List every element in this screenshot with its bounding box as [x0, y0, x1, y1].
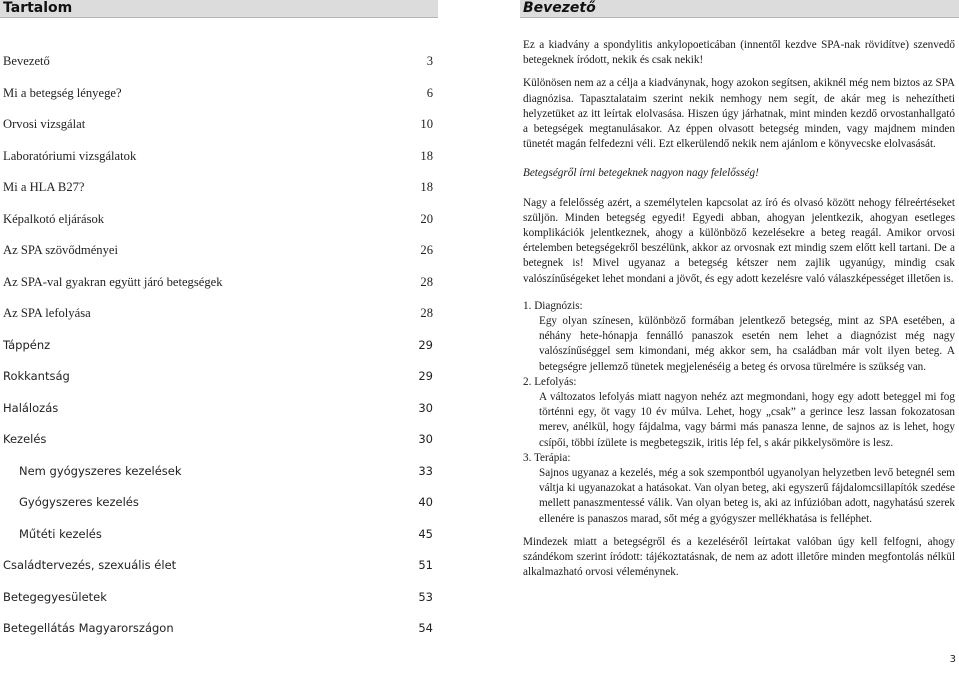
list-item — [523, 375, 955, 451]
toc-item[interactable]: Képalkotó eljárások 20 — [3, 211, 433, 226]
toc-item[interactable]: Bevezető 3 — [3, 54, 433, 68]
toc-item[interactable]: Halálozás 30 — [3, 400, 433, 415]
list-item-heading: 2. Lefolyás: — [523, 375, 577, 388]
toc-subitem[interactable]: Műtéti kezelés 45 — [19, 526, 433, 541]
toc-item[interactable]: Az SPA szövődményei 26 — [3, 243, 433, 257]
intro-body — [523, 38, 955, 589]
toc-item[interactable]: Orvosi vizsgálat 10 — [3, 117, 433, 131]
intro-page — [520, 0, 959, 673]
list-item — [523, 299, 955, 375]
toc-item[interactable]: Betegellátás Magyarországon 54 — [3, 621, 433, 635]
toc-item[interactable]: Mi a HLA B27? 18 — [3, 180, 433, 194]
toc-subitem[interactable]: Nem gyógyszeres kezelések 33 — [19, 463, 433, 478]
toc-page — [0, 0, 438, 673]
toc-item[interactable]: Az SPA-val gyakran együtt járó betegségek 28 — [3, 274, 433, 289]
intro-paragraph-4: Mindezek miatt a betegségről és a kezeléséről leírtakat valóban úgy kell felfogni, ahogy szándékom szerint íródott: tájékoztatásnak, de nem az adott illetőre minden megfontolás nélkül alkalmazható orvosi véleménynek. — [523, 535, 955, 579]
intro-emphasis: Betegségről írni betegeknek nagyon nagy felelősség! — [523, 167, 759, 180]
list-item-text: A változatos lefolyás miatt nagyon nehéz azt megmondani, hogy egy adott beteggel mi fog történni egy, öt vagy 10 év múlva. Lehet, hogy „csak” a gerince lesz lassan fokozatosan merev, anélkül, hogy fájdalma, vagy bármi más panasza lenne, de sajnos az is lehet, hogy csípői, többi ízülete is megbetegszik, iritis lép fel, s akár pikkelysömöre is lesz. — [539, 391, 955, 449]
intro-title: Bevezető — [520, 0, 959, 18]
toc-item[interactable]: Az SPA lefolyása 28 — [3, 306, 433, 320]
page-number: 3 — [949, 654, 956, 665]
toc-subitem[interactable]: Gyógyszeres kezelés 40 — [19, 495, 433, 509]
list-item — [523, 451, 955, 527]
toc-title: Tartalom — [0, 0, 438, 18]
list-item-heading: 3. Terápia: — [523, 451, 571, 464]
list-item-text: Egy olyan színesen, különböző formában jelentkező betegség, mint az SPA esetében, a néhány hete-hónapja fennálló panaszok esetén nem lehet a diagnózist még nagy valószínűséggel sem kimondani, még akkor sem, ha családban már volt ilyen beteg. A betegségre jellemző tünetek megjelenéséig a beteg és orvosa türelmére is szükség van. — [539, 315, 955, 373]
toc-item[interactable]: Családtervezés, szexuális élet 51 — [3, 558, 433, 572]
list-item-heading: 1. Diagnózis: — [523, 299, 583, 312]
toc-item[interactable]: Táppénz 29 — [3, 337, 433, 352]
toc-item[interactable]: Kezelés 30 — [3, 432, 433, 446]
intro-list — [523, 299, 955, 527]
list-item-text: Sajnos ugyanaz a kezelés, még a sok szempontból ugyanolyan helyzetben levő betegnél sem váltja ki ugyanazokat a hatásokat. Van olyan beteg, aki egyszerű fájdalomcsillapítók szedése mellett panaszmentessé válik. Van olyan beteg is, aki az infúzióban adott, nagyhatású szerek ellenére is panaszos marad, sőt még a gyógyszer mellékhatása is felléphet. — [539, 467, 955, 525]
toc-item[interactable]: Laboratóriumi vizsgálatok 18 — [3, 148, 433, 163]
toc-item[interactable]: Mi a betegség lényege? 6 — [3, 85, 433, 100]
toc-item[interactable]: Betegegyesületek 53 — [3, 589, 433, 604]
toc-item[interactable]: Rokkantság 29 — [3, 369, 433, 383]
intro-paragraph-1: Ez a kiadvány a spondylitis ankylopoeticában (innentől kezdve SPA-nak rövidítve) szenvedő betegeknek íródott, nekik és csak nekik! — [523, 39, 955, 67]
intro-paragraph-3: Nagy a felelősség azért, a személytelen kapcsolat az író és olvasó között nehogy félreértéseket szüljön. Minden betegség egyedi! Egyedi abban, ahogyan jelentkezik, ahogyan esetleges komplikációk jelentkeznek, ahogy a különböző kezelésekre a beteg reagál. Amikor orvosi értelemben betegségekről beszélünk, akkor az orvosnak ezt mindig szem előtt kell tartani. De a betegnek is! Mivel ugyanaz a betegség kétszer nem zajlik ugyanúgy, mindig csak valószínűségeket lehet mondani a jövőt, és egy adott kezelésre való válaszképességet illetően is. — [523, 196, 955, 285]
intro-paragraph-2: Különösen nem az a célja a kiadványnak, hogy azokon segítsen, akiknél még nem biztos az SPA diagnózisa. Tapasztalataim szerint nekik nemhogy nem segít, de akár meg is nehezítheti helyzetüket az itt leírtak elolvasása. Hiszen úgy járhatnak, mint minden kezdő orvostanhallgató a betegségek megtanulásakor. Az éppen olvasott betegség minden, vagy majdnem minden tünetét magán felfedezni véli. Ezt elkerülendő nekik nem ajánlom e könyvecske elolvasását. — [523, 77, 955, 151]
toc-list — [3, 54, 433, 653]
